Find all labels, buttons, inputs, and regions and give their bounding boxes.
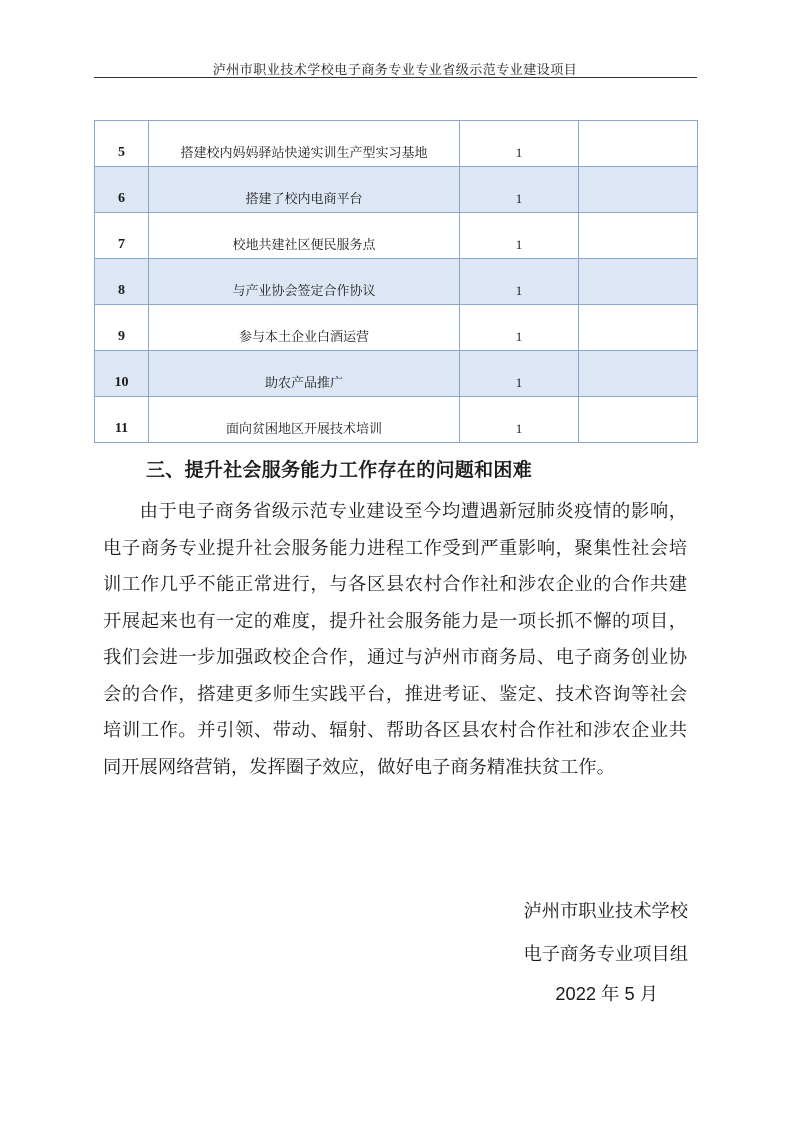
row-note xyxy=(579,397,698,443)
row-note xyxy=(579,351,698,397)
table-row xyxy=(95,121,698,167)
row-item: 搭建了校内电商平台 xyxy=(149,167,460,213)
row-number: 11 xyxy=(95,397,149,443)
signature-school: 泸州市职业技术学校 xyxy=(523,901,688,922)
section-heading: 三、提升社会服务能力工作存在的问题和困难 xyxy=(146,459,533,481)
row-number: 5 xyxy=(95,121,149,167)
signature-date: 2022 年 5 月 xyxy=(555,983,658,1004)
row-note xyxy=(579,259,698,305)
body-paragraph: 由于电子商务省级示范专业建设至今均遭遇新冠肺炎疫情的影响，电子商务专业提升社会服务能力进程工作受到严重影响，聚集性社会培训工作几乎不能正常进行，与各区县农村合作社和涉农企业的合作共建开展起来也有一定的难度，提升社会服务能力是一项长抓不懈的项目，我们会进一步加强政校企合作，通过与泸州市商务局、电子商务创业协会的合作，搭建更多师生实践平台，推进考证、鉴定、技术咨询等社会培训工作。并引领、带动、辐射、帮助各区县农村合作社和涉农企业共同开展网络营销，发挥圈子效应，做好电子商务精准扶贫工作。 xyxy=(103,501,687,778)
table-row xyxy=(95,213,698,259)
table-row xyxy=(95,167,698,213)
table-row xyxy=(95,305,698,351)
row-count: 1 xyxy=(460,167,579,213)
row-note xyxy=(579,213,698,259)
row-item: 校地共建社区便民服务点 xyxy=(149,213,460,259)
row-note xyxy=(579,167,698,213)
row-note xyxy=(579,121,698,167)
project-items-table xyxy=(94,120,698,443)
row-item: 与产业协会签定合作协议 xyxy=(149,259,460,305)
row-item: 搭建校内妈妈驿站快递实训生产型实习基地 xyxy=(149,121,460,167)
row-count: 1 xyxy=(460,259,579,305)
row-number: 9 xyxy=(95,305,149,351)
row-number: 7 xyxy=(95,213,149,259)
table-row xyxy=(95,351,698,397)
row-count: 1 xyxy=(460,305,579,351)
row-number: 10 xyxy=(95,351,149,397)
row-note xyxy=(579,305,698,351)
row-item: 助农产品推广 xyxy=(149,351,460,397)
table-row xyxy=(95,397,698,443)
row-item: 参与本土企业白酒运营 xyxy=(149,305,460,351)
row-count: 1 xyxy=(460,121,579,167)
row-item: 面向贫困地区开展技术培训 xyxy=(149,397,460,443)
row-count: 1 xyxy=(460,351,579,397)
row-count: 1 xyxy=(460,213,579,259)
row-number: 8 xyxy=(95,259,149,305)
row-count: 1 xyxy=(460,397,579,443)
page-header-title: 泸州市职业技术学校电子商务专业专业省级示范专业建设项目 xyxy=(212,63,578,78)
signature-group: 电子商务专业项目组 xyxy=(523,944,688,965)
header-divider xyxy=(94,77,697,78)
table-row xyxy=(95,259,698,305)
row-number: 6 xyxy=(95,167,149,213)
